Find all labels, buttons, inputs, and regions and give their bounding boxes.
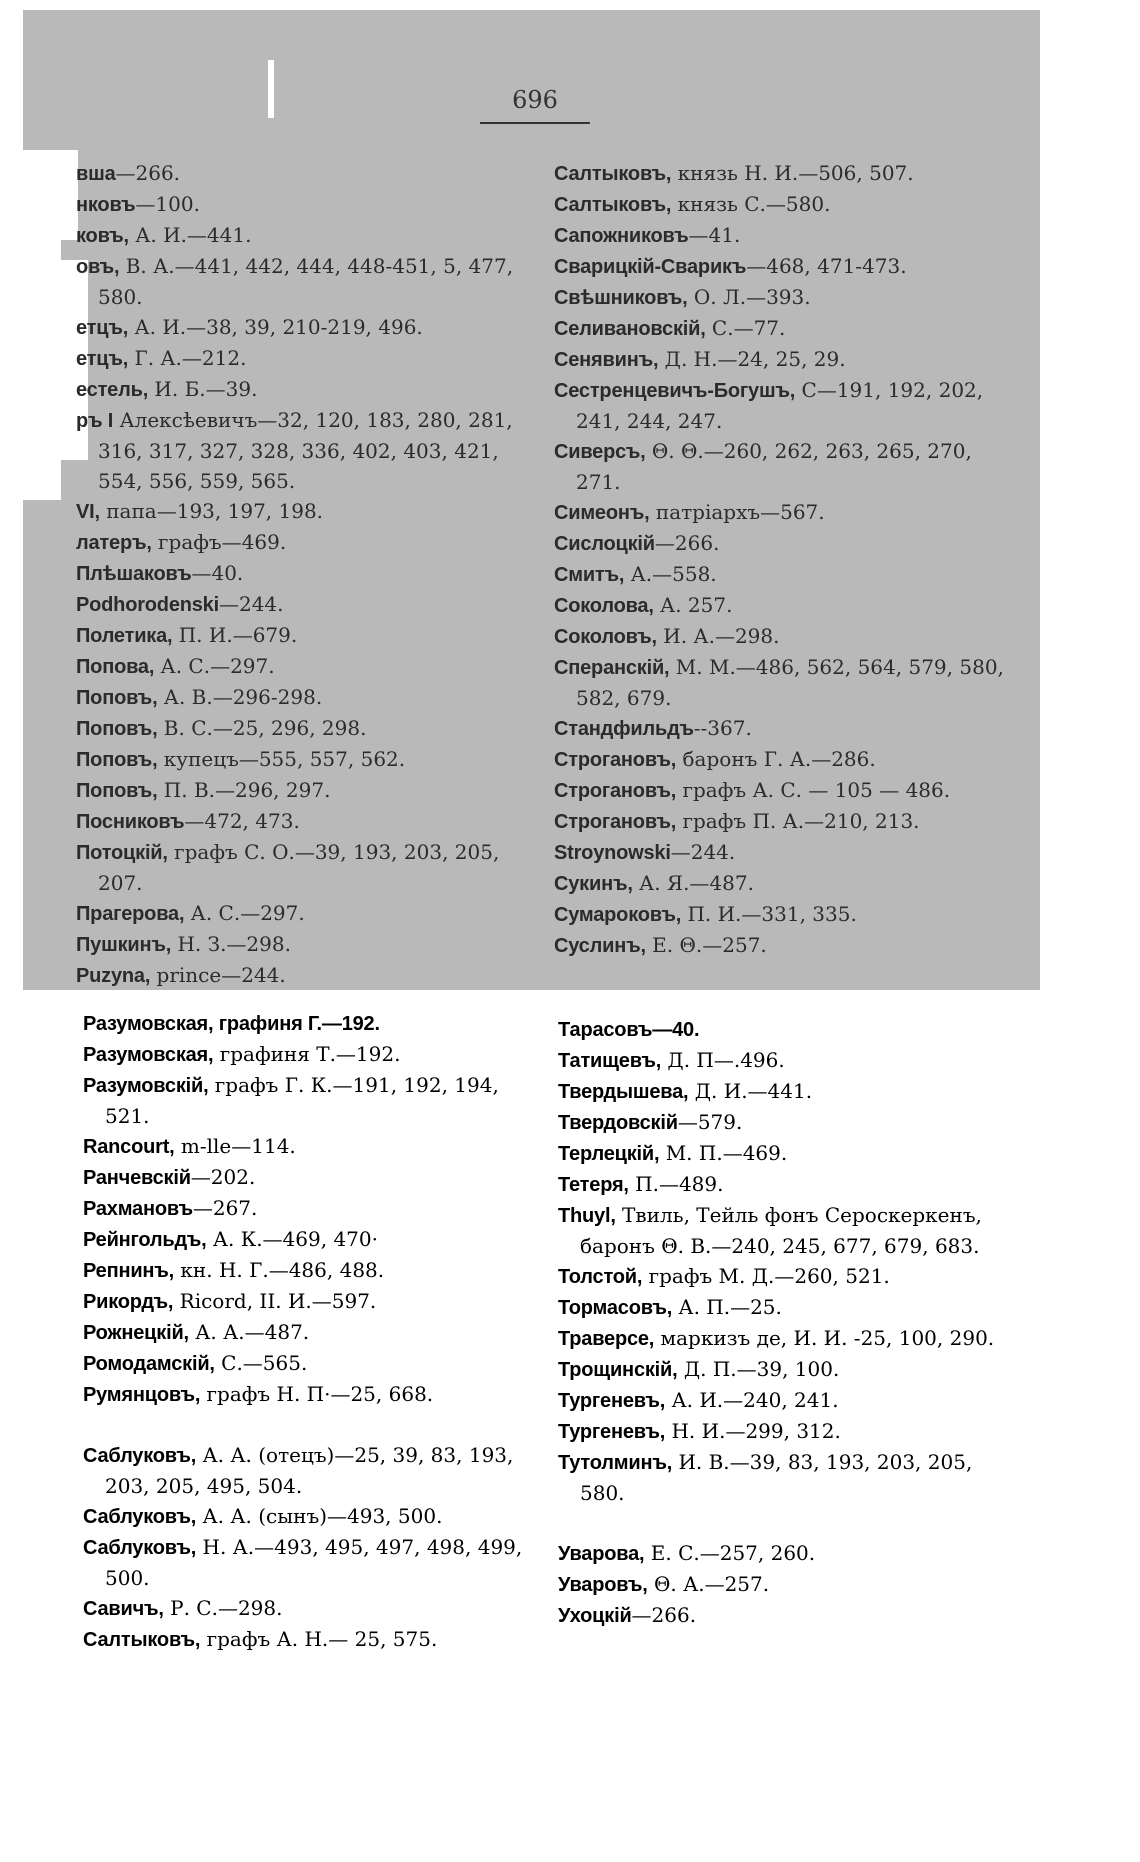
entry-references: —40. bbox=[191, 561, 244, 585]
index-entry bbox=[554, 899, 1004, 930]
entry-references: Д. П—.496. bbox=[661, 1048, 785, 1072]
entry-name: Суслинъ, bbox=[554, 935, 646, 957]
entry-name: Прагерова, bbox=[76, 903, 185, 925]
index-entry bbox=[558, 1292, 1008, 1323]
index-entry bbox=[83, 1070, 533, 1131]
entry-references: Д. И.—441. bbox=[688, 1079, 813, 1103]
index-entry bbox=[558, 1447, 1008, 1508]
index-entry bbox=[554, 868, 1004, 899]
entry-references: С—191, 192, 202, 241, 244, 247. bbox=[576, 378, 984, 433]
index-entry bbox=[554, 282, 1004, 313]
index-entry bbox=[76, 312, 526, 343]
entry-references: графъ Г. К.—191, 192, 194, 521. bbox=[105, 1073, 499, 1128]
entry-name: Сиверсъ, bbox=[554, 441, 646, 463]
entry-name: етцъ, bbox=[76, 317, 129, 339]
entry-references: князь Н. И.—506, 507. bbox=[671, 161, 914, 185]
entry-references: А. И.—38, 39, 210-219, 496. bbox=[128, 315, 423, 339]
entry-name: Траверсе, bbox=[558, 1328, 655, 1350]
entry-name: Саблуковъ, bbox=[83, 1506, 197, 1528]
index-entry bbox=[76, 775, 526, 806]
index-entry bbox=[558, 1323, 1008, 1354]
entry-name: Тормасовъ, bbox=[558, 1297, 673, 1319]
index-entry bbox=[554, 713, 1004, 744]
entry-name: Тарасовъ—40. bbox=[558, 1019, 700, 1041]
entry-name: Ранчевскій bbox=[83, 1167, 191, 1189]
entry-references: Н. З.—298. bbox=[171, 932, 291, 956]
index-entry bbox=[76, 620, 526, 651]
index-entry bbox=[558, 1538, 1008, 1569]
index-entry bbox=[558, 1107, 1008, 1138]
index-entry bbox=[76, 651, 526, 682]
entry-name: Селивановскій, bbox=[554, 318, 706, 340]
entry-references: П.—489. bbox=[628, 1172, 724, 1196]
entry-references: —244. bbox=[670, 840, 736, 864]
entry-name: ковъ, bbox=[76, 225, 129, 247]
index-entry bbox=[558, 1385, 1008, 1416]
entry-references: графъ—469. bbox=[151, 530, 287, 554]
index-entry bbox=[554, 621, 1004, 652]
index-entry bbox=[554, 744, 1004, 775]
entry-references: А. И.—240, 241. bbox=[665, 1388, 839, 1412]
entry-name: Сперанскій, bbox=[554, 657, 670, 679]
entry-name: етцъ, bbox=[76, 348, 129, 370]
index-entry bbox=[83, 1379, 533, 1410]
entry-references: —472, 473. bbox=[184, 809, 300, 833]
entry-name: Тургеневъ, bbox=[558, 1390, 666, 1412]
entry-name: Разумовскій, bbox=[83, 1075, 209, 1097]
index-entry bbox=[76, 898, 526, 929]
entry-references: Θ. Θ.—260, 262, 263, 265, 270, 271. bbox=[576, 439, 972, 494]
index-entry bbox=[554, 559, 1004, 590]
index-entry bbox=[558, 1569, 1008, 1600]
index-entry bbox=[83, 1039, 533, 1070]
index-column-top-right bbox=[554, 158, 1004, 961]
entry-references: А. Я.—487. bbox=[632, 871, 754, 895]
entry-references: Алексѣевичъ—32, 120, 183, 280, 281, 316, 317, 327, 328, 336, 402, 403, 421, 554, 556, 559, 565. bbox=[98, 408, 513, 493]
index-entry bbox=[76, 189, 526, 220]
entry-references: Г. А.—212. bbox=[128, 346, 247, 370]
index-entry bbox=[554, 930, 1004, 961]
entry-name: Rancourt, bbox=[83, 1136, 175, 1158]
index-entry bbox=[83, 1440, 533, 1501]
entry-name: Плѣшаковъ bbox=[76, 563, 192, 585]
index-entry bbox=[554, 837, 1004, 868]
entry-name: Сумароковъ, bbox=[554, 904, 682, 926]
entry-name: Румянцовъ, bbox=[83, 1384, 201, 1406]
index-entry bbox=[83, 1348, 533, 1379]
entry-name: Thuyl, bbox=[558, 1205, 616, 1227]
index-entry bbox=[554, 436, 1004, 497]
index-entry bbox=[76, 374, 526, 405]
index-entry bbox=[76, 527, 526, 558]
entry-references: А. А.—487. bbox=[188, 1320, 310, 1344]
entry-references: А.—558. bbox=[624, 562, 717, 586]
entry-references: Ricord, II. И.—597. bbox=[173, 1289, 377, 1313]
index-entry bbox=[76, 496, 526, 527]
entry-references: графъ П. А.—210, 213. bbox=[676, 809, 920, 833]
entry-references: Д. П.—39, 100. bbox=[677, 1357, 840, 1381]
index-entry bbox=[554, 251, 1004, 282]
index-entry bbox=[554, 375, 1004, 436]
index-entry bbox=[558, 1169, 1008, 1200]
entry-name: Рикордъ, bbox=[83, 1291, 174, 1313]
entry-references: —202. bbox=[190, 1165, 256, 1189]
entry-name: Сварицкій-Сварикъ bbox=[554, 256, 747, 278]
entry-references: графиня Т.—192. bbox=[213, 1042, 401, 1066]
index-entry bbox=[83, 1131, 533, 1162]
index-column-top-left bbox=[76, 158, 526, 991]
index-entry bbox=[76, 929, 526, 960]
entry-references: С.—77. bbox=[705, 316, 786, 340]
index-entry bbox=[76, 589, 526, 620]
entry-references: Твиль, Тейль фонъ Сероскеркенъ, баронъ Θ. В.—240, 245, 677, 679, 683. bbox=[580, 1203, 982, 1258]
entry-name: Сислоцкій bbox=[554, 533, 655, 555]
entry-name: Саблуковъ, bbox=[83, 1445, 197, 1467]
entry-references: О. Л.—393. bbox=[687, 285, 811, 309]
index-entry bbox=[558, 1076, 1008, 1107]
entry-name: Строгановъ, bbox=[554, 811, 677, 833]
entry-references: графъ Н. П·—25, 668. bbox=[200, 1382, 434, 1406]
entry-name: Рожнецкій, bbox=[83, 1322, 189, 1344]
entry-name: Терлецкій, bbox=[558, 1143, 660, 1165]
entry-references: Е. С.—257, 260. bbox=[644, 1541, 816, 1565]
entry-references: m-lle—114. bbox=[174, 1134, 296, 1158]
entry-name: ръ I bbox=[76, 410, 114, 432]
entry-references: А. 257. bbox=[653, 593, 733, 617]
page-number: 696 bbox=[512, 86, 558, 114]
index-entry bbox=[76, 713, 526, 744]
entry-references: --367. bbox=[693, 716, 752, 740]
entry-references: А. С.—297. bbox=[184, 901, 305, 925]
entry-references: графъ С. О.—39, 193, 203, 205, 207. bbox=[98, 840, 500, 895]
section-gap bbox=[558, 1508, 1008, 1538]
entry-name: Строгановъ, bbox=[554, 749, 677, 771]
entry-name: Рахмановъ bbox=[83, 1198, 193, 1220]
entry-name: Салтыковъ, bbox=[554, 194, 672, 216]
index-entry bbox=[554, 590, 1004, 621]
entry-references: папа—193, 197, 198. bbox=[99, 499, 324, 523]
entry-name: Соколова, bbox=[554, 595, 654, 617]
index-entry bbox=[558, 1045, 1008, 1076]
entry-references: А. П.—25. bbox=[672, 1295, 782, 1319]
entry-name: Сапожниковъ bbox=[554, 225, 689, 247]
entry-references: И. В.—39, 83, 193, 203, 205, 580. bbox=[580, 1450, 973, 1505]
entry-references: —267. bbox=[192, 1196, 258, 1220]
entry-references: графъ А. С. — 105 — 486. bbox=[676, 778, 951, 802]
entry-references: графъ А. Н.— 25, 575. bbox=[200, 1627, 438, 1651]
entry-references: А. С.—297. bbox=[154, 654, 275, 678]
entry-references: баронъ Г. А.—286. bbox=[676, 747, 876, 771]
entry-references: —266. bbox=[654, 531, 720, 555]
entry-references: П. В.—296, 297. bbox=[157, 778, 331, 802]
index-entry bbox=[76, 251, 526, 312]
entry-references: Н. И.—299, 312. bbox=[665, 1419, 841, 1443]
entry-name: Поповъ, bbox=[76, 749, 158, 771]
entry-name: Соколовъ, bbox=[554, 626, 657, 648]
entry-name: Твердышева, bbox=[558, 1081, 689, 1103]
entry-references: И. А.—298. bbox=[656, 624, 780, 648]
index-entry bbox=[83, 1162, 533, 1193]
entry-references: купецъ—555, 557, 562. bbox=[157, 747, 406, 771]
entry-references: кн. Н. Г.—486, 488. bbox=[174, 1258, 385, 1282]
index-entry bbox=[554, 806, 1004, 837]
entry-name: Сукинъ, bbox=[554, 873, 633, 895]
entry-references: В. А.—441, 442, 444, 448-451, 5, 477, 580. bbox=[98, 254, 514, 309]
entry-name: Свѣшниковъ, bbox=[554, 287, 688, 309]
entry-references: М. М.—486, 562, 564, 579, 580, 582, 679. bbox=[576, 655, 1004, 710]
index-entry bbox=[76, 405, 526, 496]
index-entry bbox=[83, 1255, 533, 1286]
entry-name: Полетика, bbox=[76, 625, 173, 647]
entry-references: prince—244. bbox=[150, 963, 286, 987]
entry-name: Сестренцевичъ-Богушъ, bbox=[554, 380, 796, 402]
index-entry bbox=[83, 1224, 533, 1255]
entry-name: Татищевъ, bbox=[558, 1050, 662, 1072]
entry-references: Р. С.—298. bbox=[163, 1596, 283, 1620]
entry-references: —468, 471-473. bbox=[746, 254, 907, 278]
scan-edge-mask bbox=[23, 150, 78, 240]
entry-name: Попова, bbox=[76, 656, 155, 678]
entry-name: вша bbox=[76, 163, 116, 185]
entry-references: А. А. (сынъ)—493, 500. bbox=[196, 1504, 443, 1528]
entry-name: Твердовскій bbox=[558, 1112, 678, 1134]
entry-name: Поповъ, bbox=[76, 780, 158, 802]
entry-references: —100. bbox=[135, 192, 200, 216]
index-entry bbox=[558, 1014, 1008, 1045]
entry-references: —244. bbox=[218, 592, 284, 616]
entry-name: латеръ, bbox=[76, 532, 152, 554]
index-column-bottom-right bbox=[558, 1014, 1008, 1631]
index-entry bbox=[83, 1532, 533, 1593]
entry-references: С.—565. bbox=[214, 1351, 308, 1375]
entry-references: патріархъ—567. bbox=[649, 500, 825, 524]
entry-references: Д. Н.—24, 25, 29. bbox=[658, 347, 846, 371]
entry-name: Уварова, bbox=[558, 1543, 645, 1565]
index-entry bbox=[76, 220, 526, 251]
entry-name: Саблуковъ, bbox=[83, 1537, 197, 1559]
index-entry bbox=[76, 806, 526, 837]
entry-name: Савичъ, bbox=[83, 1598, 164, 1620]
entry-references: И. Б.—39. bbox=[148, 377, 258, 401]
entry-name: Рейнгольдъ, bbox=[83, 1229, 207, 1251]
entry-name: Podhorodenski bbox=[76, 594, 219, 616]
index-entry bbox=[554, 775, 1004, 806]
entry-references: А. К.—469, 470· bbox=[206, 1227, 378, 1251]
entry-name: Репнинъ, bbox=[83, 1260, 175, 1282]
index-entry bbox=[83, 1317, 533, 1348]
index-entry bbox=[558, 1354, 1008, 1385]
entry-name: Тетеря, bbox=[558, 1174, 629, 1196]
index-entry bbox=[554, 220, 1004, 251]
entry-name: овъ, bbox=[76, 256, 120, 278]
entry-name: Тутолминъ, bbox=[558, 1452, 673, 1474]
page-number-rule bbox=[480, 122, 590, 124]
entry-name: Puzyna, bbox=[76, 965, 151, 987]
entry-references: А. И.—441. bbox=[128, 223, 252, 247]
index-entry bbox=[76, 343, 526, 374]
entry-name: Салтыковъ, bbox=[554, 163, 672, 185]
entry-name: Потоцкій, bbox=[76, 842, 168, 864]
index-entry bbox=[554, 497, 1004, 528]
entry-name: Тургеневъ, bbox=[558, 1421, 666, 1443]
index-entry bbox=[558, 1138, 1008, 1169]
index-entry bbox=[554, 313, 1004, 344]
index-entry bbox=[554, 158, 1004, 189]
index-entry bbox=[76, 158, 526, 189]
index-entry bbox=[76, 744, 526, 775]
index-entry bbox=[554, 344, 1004, 375]
entry-name: Симеонъ, bbox=[554, 502, 650, 524]
entry-name: Ухоцкій bbox=[558, 1605, 632, 1627]
index-entry bbox=[558, 1261, 1008, 1292]
entry-name: Салтыковъ, bbox=[83, 1629, 201, 1651]
index-entry bbox=[76, 682, 526, 713]
entry-references: Н. А.—493, 495, 497, 498, 499, 500. bbox=[105, 1535, 523, 1590]
index-entry bbox=[83, 1593, 533, 1624]
entry-references: графъ М. Д.—260, 521. bbox=[642, 1264, 890, 1288]
entry-name: естель, bbox=[76, 379, 149, 401]
entry-name: Толстой, bbox=[558, 1266, 643, 1288]
index-entry bbox=[558, 1200, 1008, 1261]
index-entry bbox=[558, 1416, 1008, 1447]
entry-name: Ромодамскій, bbox=[83, 1353, 215, 1375]
index-entry bbox=[554, 528, 1004, 559]
entry-name: Посниковъ bbox=[76, 811, 185, 833]
entry-references: Е. Θ.—257. bbox=[645, 933, 767, 957]
entry-name: Пушкинъ, bbox=[76, 934, 172, 956]
index-entry bbox=[554, 189, 1004, 220]
entry-name: Строгановъ, bbox=[554, 780, 677, 802]
entry-references: —266. bbox=[631, 1603, 697, 1627]
entry-references: А. А. (отецъ)—25, 39, 83, 193, 203, 205, 495, 504. bbox=[105, 1443, 514, 1498]
entry-name: Сенявинъ, bbox=[554, 349, 659, 371]
entry-name: Разумовская, графиня Г.—192. bbox=[83, 1013, 380, 1035]
index-column-bottom-left bbox=[83, 1008, 533, 1655]
scan-artifact-bar bbox=[268, 60, 274, 118]
entry-references: князь С.—580. bbox=[671, 192, 831, 216]
entry-references: маркизъ де, И. И. -25, 100, 290. bbox=[654, 1326, 995, 1350]
index-entry bbox=[83, 1501, 533, 1532]
entry-name: Stroynowski bbox=[554, 842, 671, 864]
index-entry bbox=[83, 1624, 533, 1655]
entry-name: Стандфильдъ bbox=[554, 718, 694, 740]
index-entry bbox=[76, 558, 526, 589]
index-entry bbox=[558, 1600, 1008, 1631]
entry-name: Поповъ, bbox=[76, 718, 158, 740]
entry-name: Поповъ, bbox=[76, 687, 158, 709]
entry-references: —266. bbox=[115, 161, 181, 185]
index-entry bbox=[83, 1008, 533, 1039]
entry-references: —41. bbox=[688, 223, 741, 247]
index-entry bbox=[76, 837, 526, 898]
entry-references: Θ. А.—257. bbox=[647, 1572, 770, 1596]
entry-name: Трощинскій, bbox=[558, 1359, 678, 1381]
entry-name: Смитъ, bbox=[554, 564, 625, 586]
index-entry bbox=[83, 1193, 533, 1224]
entry-references: А. В.—296-298. bbox=[157, 685, 323, 709]
index-entry bbox=[554, 652, 1004, 713]
index-entry bbox=[76, 960, 526, 991]
entry-references: В. С.—25, 296, 298. bbox=[157, 716, 367, 740]
entry-references: П. И.—331, 335. bbox=[681, 902, 857, 926]
entry-name: Уваровъ, bbox=[558, 1574, 648, 1596]
entry-name: Разумовская, bbox=[83, 1044, 214, 1066]
section-gap bbox=[83, 1410, 533, 1440]
index-entry bbox=[83, 1286, 533, 1317]
entry-references: —579. bbox=[677, 1110, 743, 1134]
entry-references: М. П.—469. bbox=[659, 1141, 788, 1165]
entry-name: VI, bbox=[76, 501, 100, 523]
entry-name: нковъ bbox=[76, 194, 136, 216]
entry-references: П. И.—679. bbox=[172, 623, 298, 647]
